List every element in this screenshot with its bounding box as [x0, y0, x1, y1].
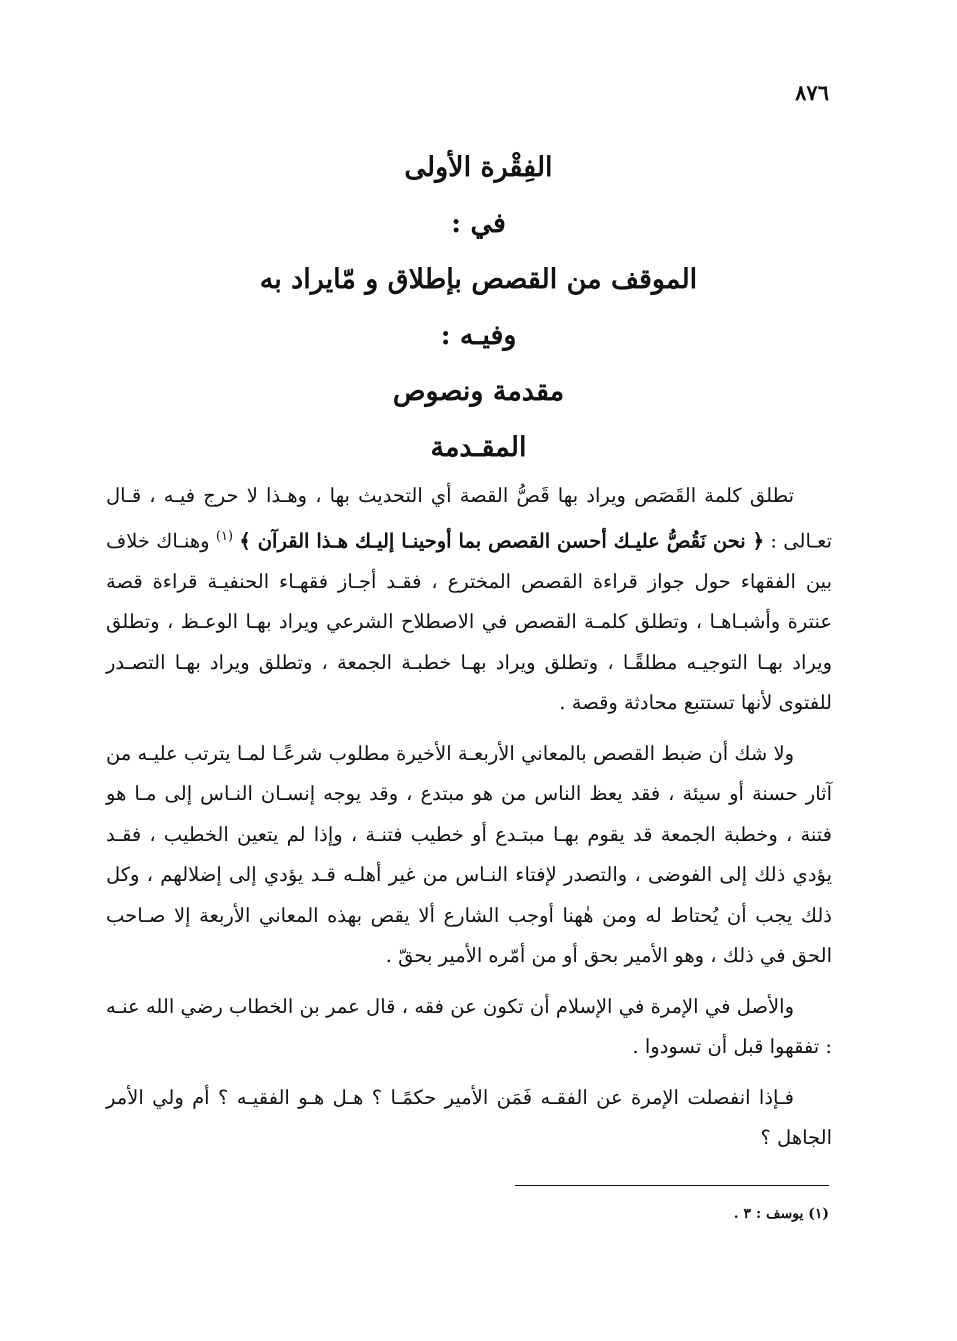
heading-topic: الموقف من القصص بإطلاق و مّايراد به	[259, 264, 698, 295]
paragraph-4: فـإذا انفصلت الإمرة عن الفقـه فَمَن الأمير حكمًـا ؟ هـل هـو الفقيـه ؟ أم ولي الأمر الجاهل ؟	[106, 1085, 832, 1149]
paragraph-1-start: تطلق كلمة القَصَص ويراد بها قَصُّ القصة أي التحديث بها ، وهـذا لا حرج فيـه ، قـال تعـالى :	[106, 484, 832, 552]
paragraph-3: والأصل في الإمرة في الإسلام أن تكون عن فقه ، قال عمر بن الخطاب رضي الله عنـه : تفقهوا قبل أن تسودوا .	[106, 994, 832, 1058]
heading-intro-and-texts: مقدمة ونصوص	[392, 376, 565, 407]
paragraph-1-end: وهنـاك خلاف بين الفقهاء حول جواز قراءة القصص المخترع ، فقـد أجـاز فقهـاء الحنفيـة قراءة قصة عنترة وأشبـاهـا ، وتطلق كلمـة القصص في الاصطلاح الشرعي ويراد بهـا الوعـظ ، وتطلق ويراد بهـا التوجيـه مطلقًـا ، وتطلق ويراد بهـا خطبـة الجمعة ، وتطلق ويراد بهـا التصـدر للفتوى لأنها تستتبع محادثة وقصة .	[106, 529, 832, 714]
heading-contains: وفيـه :	[440, 320, 517, 351]
body-text	[106, 476, 832, 1169]
section-headings	[0, 140, 957, 476]
heading-in: في :	[451, 208, 506, 239]
page-number: ٨٧٦	[795, 80, 829, 105]
footnote-divider	[515, 1185, 829, 1186]
footnote: (١) يوسف : ٣ .	[733, 1206, 829, 1222]
heading-section-title: الفِقْرة الأولى	[404, 152, 553, 183]
heading-introduction: المقـدمة	[430, 432, 527, 463]
footnote-reference: (١)	[215, 528, 234, 544]
paragraph-2: ولا شك أن ضبط القصص بالمعاني الأربعـة الأخيرة مطلوب شرعًـا لمـا يترتب عليـه من آثار حسنة أو سيئة ، فقد يعظ الناس من هو مبتدع ، وقد يوجه إنسـان النـاس إلى مـا هو فتنة ، وخطبة الجمعة قد يقوم بهـا مبتـدع أو خطيب فتنـة ، وإذا لم يتعين الخطيب ، فقـد يؤدي ذلك إلى الفوضى ، والتصدر لإفتاء النـاس من غير أهلـه قـد يؤدي إلى إضلالهم ، وكل ذلك يجب أن يُحتاط له ومن هٰهنا أوجب الشارع ألا يقص بهذه المعاني الأربعة إلا صـاحب الحق في ذلك ، وهو الأمير بحق أو من أمّره الأمير بحقّ .	[106, 741, 832, 967]
paragraph-1	[106, 476, 832, 724]
quran-quote: ﴿ نحن نَقُصُّ عليـك أحسن القصص بما أوحينـا إليـك هـذا القرآن ﴾	[239, 529, 765, 552]
